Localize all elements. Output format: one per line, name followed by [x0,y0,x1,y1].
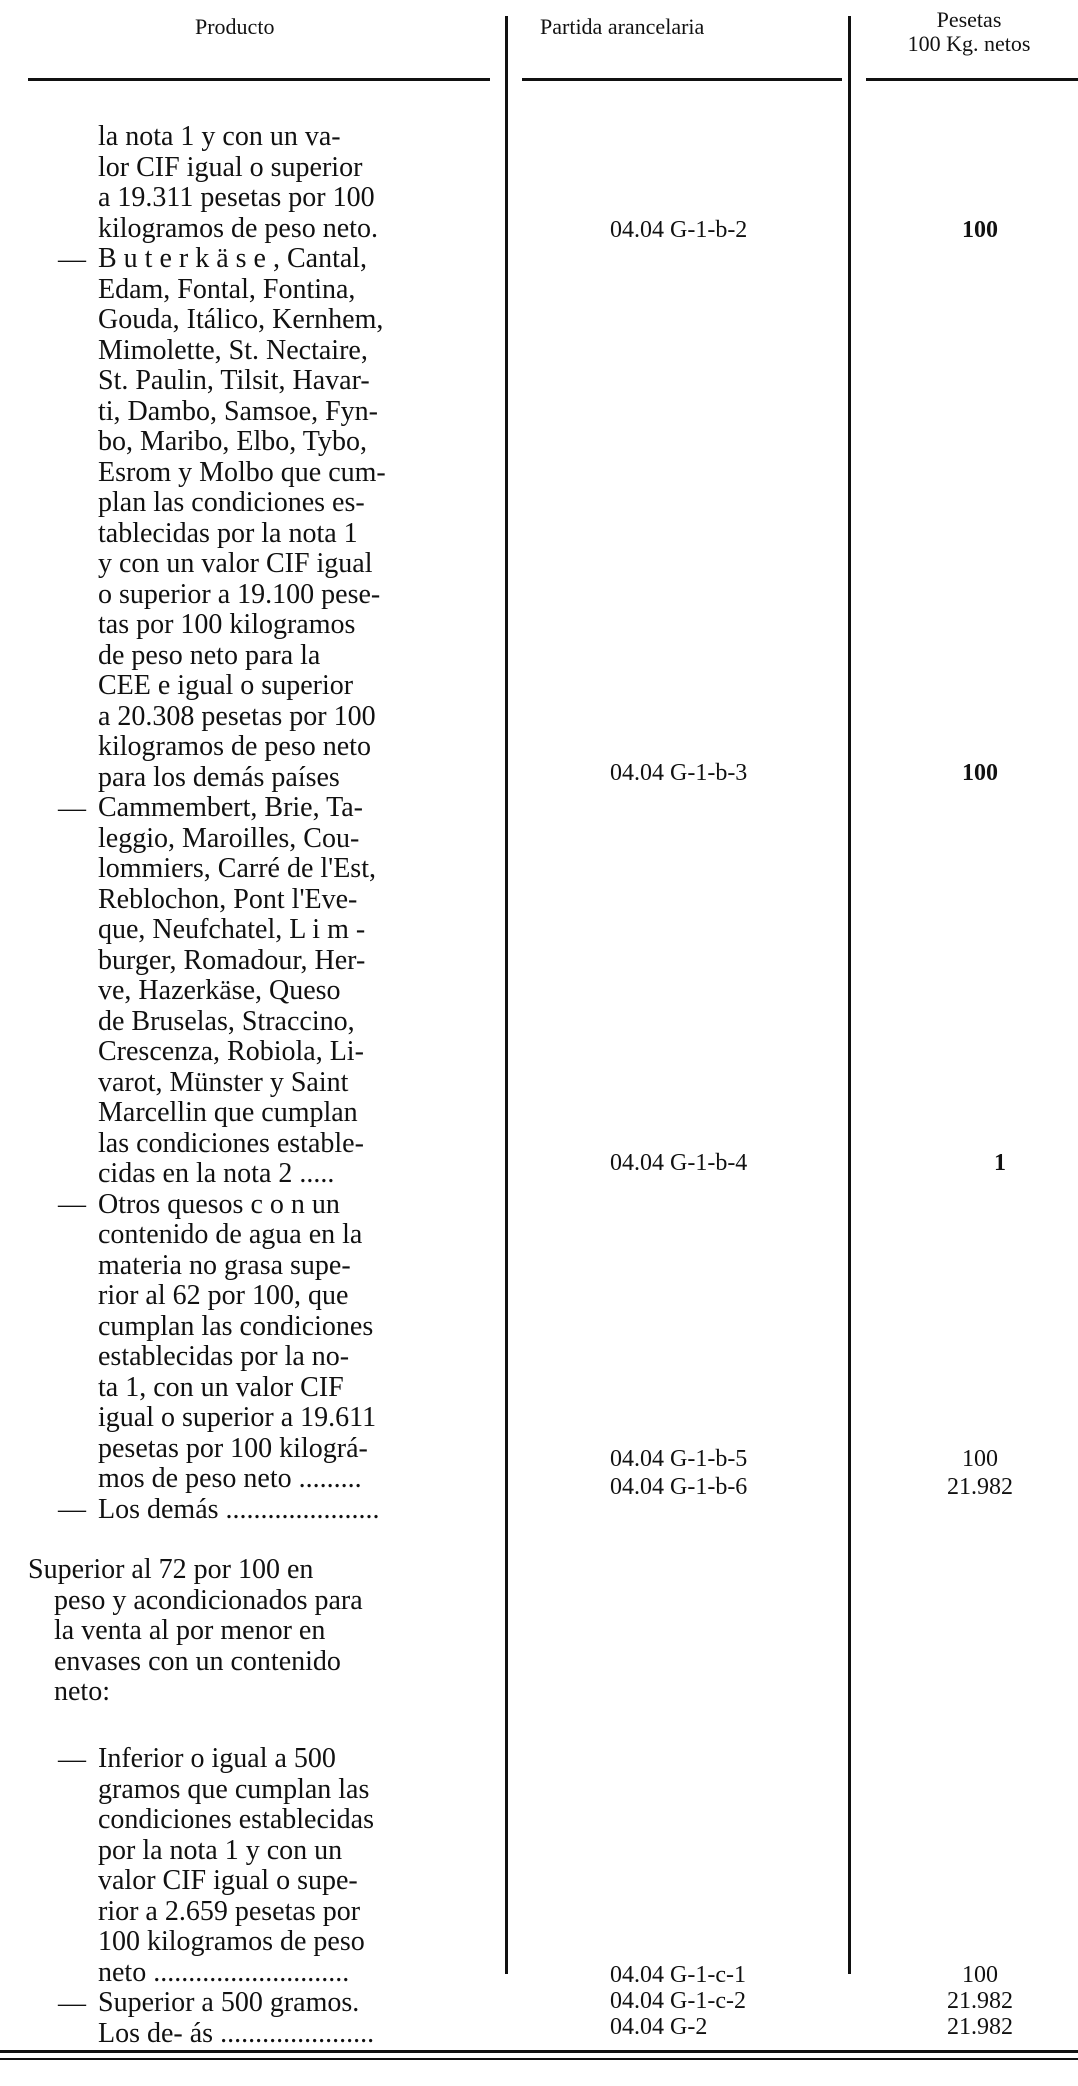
price-value: 21.982 [947,1474,1013,1500]
product-line: contenido de agua en la [98,1219,363,1250]
product-block-1 [98,122,494,1525]
product-line: plan las condiciones es- [98,487,365,518]
product-line: que, Neufchatel, L i m - [98,914,366,945]
product-line: leggio, Maroilles, Cou- [98,822,360,854]
product-line: ta 1, con un valor CIF [98,1371,344,1403]
product-line: Marcellin que cumplan [98,1097,358,1128]
product-line: gramos que cumplan las [98,1773,370,1805]
product-line: Reblochon, Pont l'Eve- [98,883,358,915]
price-value: 100 [962,760,998,786]
product-line: Los de- ás ...................... [98,2017,375,2049]
dash-marker: — [58,1988,86,2019]
product-line: de peso neto para la [98,639,321,671]
product-line: St. Paulin, Tilsit, Havar- [98,365,370,396]
product-line: Edam, Fontal, Fontina, [98,273,356,305]
dash-marker: — [58,1494,86,1525]
bottom-rule-2 [0,2058,1078,2060]
product-line: peso y acondicionados para [54,1584,363,1616]
header-rule-partida [522,78,842,81]
price-value: 100 [962,217,998,243]
tariff-code: 04.04 G-1-c-1 [610,1962,746,1988]
product-line: ti, Dambo, Samsoe, Fyn- [98,395,378,427]
header-pesetas [860,8,1078,56]
product-line: Otros quesos c o n un [98,1188,340,1220]
dash-marker: — [58,1189,86,1220]
product-line: la nota 1 y con un va- [98,121,341,152]
product-line: lor CIF igual o superior [98,151,363,183]
product-line: la venta al por menor en [54,1615,326,1646]
tariff-code: 04.04 G-1-b-5 [610,1446,748,1472]
product-line: neto ............................ [98,1956,350,1988]
header-pesetas-line2: 100 Kg. netos [907,31,1031,56]
product-line: igual o superior a 19.611 [98,1402,377,1433]
tariff-code: 04.04 G-1-b-6 [610,1474,748,1500]
product-line: Esrom y Molbo que cum- [98,456,386,488]
product-line: burger, Romadour, Her- [98,944,366,976]
header-producto: Producto [195,14,275,39]
tariff-code: 04.04 G-1-b-2 [610,217,748,243]
product-line: Gouda, Itálico, Kernhem, [98,304,384,335]
product-line: neto: [54,1676,110,1707]
product-line: varot, Münster y Saint [98,1066,349,1098]
header-rule-product [28,78,490,81]
dash-marker: — [58,1744,86,1775]
tariff-code: 04.04 G-1-c-2 [610,1988,746,2014]
product-line: las condiciones estable- [98,1127,364,1159]
product-line: cumplan las condiciones [98,1310,374,1342]
product-line: cidas en la nota 2 ..... [98,1158,335,1189]
product-line: envases con un contenido [54,1645,341,1677]
column-divider-2 [848,16,851,1974]
product-line: por la nota 1 y con un [98,1834,343,1866]
product-line: mos de peso neto ......... [98,1463,362,1494]
tariff-code: 04.04 G-1-b-3 [610,760,748,786]
product-line: B u t e r k ä s e , Cantal, [98,243,368,274]
product-line: Crescenza, Robiola, Li- [98,1036,364,1067]
price-value: 1 [994,1150,1006,1176]
product-line: rior a 2.659 pesetas por [98,1895,361,1927]
price-value: 100 [962,1446,998,1472]
product-block-3 [98,1744,494,2049]
product-line: condiciones establecidas [98,1804,375,1835]
product-line: 100 kilogramos de peso [98,1926,365,1957]
product-line: y con un valor CIF igual [98,548,373,579]
product-line: kilogramos de peso neto. [98,212,378,244]
product-block-2 [28,1555,498,1708]
product-line: Los demás ...................... [98,1493,380,1525]
product-line: Cammembert, Brie, Ta- [98,792,364,823]
column-divider-1 [505,16,508,1974]
product-line: para los demás países [98,761,340,793]
product-line: lommiers, Carré de l'Est, [98,853,376,884]
tariff-code: 04.04 G-1-b-4 [610,1150,748,1176]
product-line: Mimolette, St. Nectaire, [98,334,368,366]
product-line: ve, Hazerkäse, Queso [98,975,341,1006]
product-line: materia no grasa supe- [98,1249,351,1281]
product-line: o superior a 19.100 pese- [98,578,381,610]
product-line: de Bruselas, Straccino, [98,1005,355,1037]
product-line: bo, Maribo, Elbo, Tybo, [98,426,367,457]
product-line: tas por 100 kilogramos [98,609,356,640]
product-line: Superior a 500 gramos. [98,1987,360,2018]
product-line: Superior al 72 por 100 en [28,1554,314,1585]
product-line: establecidas por la no- [98,1341,350,1372]
product-line: Inferior o igual a 500 [98,1743,336,1774]
product-line: CEE e igual o superior [98,670,354,701]
price-value: 21.982 [947,1988,1013,2014]
dash-marker: — [58,793,86,824]
product-line: kilogramos de peso neto [98,731,371,762]
bottom-rule-1 [0,2050,1078,2053]
tariff-code: 04.04 G-2 [610,2014,708,2040]
product-line: pesetas por 100 kilográ- [98,1432,368,1464]
product-line: a 20.308 pesetas por 100 [98,700,376,732]
header-partida: Partida arancelaria [540,14,705,39]
product-line: rior al 62 por 100, que [98,1280,349,1311]
product-line: a 19.311 pesetas por 100 [98,182,375,213]
dash-marker: — [58,244,86,275]
product-line: tablecidas por la nota 1 [98,517,358,549]
price-value: 21.982 [947,2014,1013,2040]
header-rule-pesetas [866,78,1078,81]
price-value: 100 [962,1962,998,1988]
product-line: valor CIF igual o supe- [98,1865,358,1896]
header-pesetas-line1: Pesetas [936,7,1002,32]
